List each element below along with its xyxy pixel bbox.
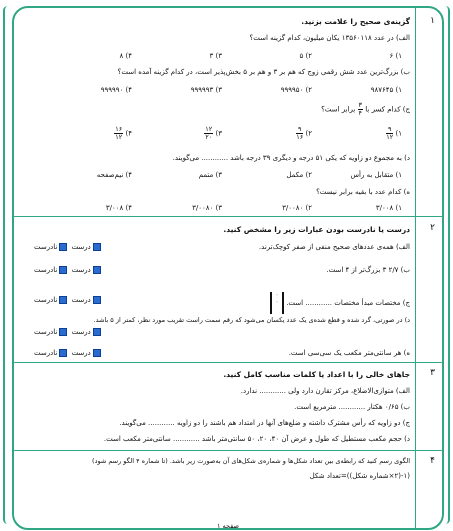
q1-c-fraction: $\frac{۳}{۴}$ [358,101,363,117]
q1-e-option-3[interactable]: ۳) ۳/۰۰۸۰ [192,204,222,212]
q1-c-option-3[interactable]: ۳) $\frac{۱۲}{۲۰}$ [205,125,222,141]
false-checkbox-c[interactable] [59,296,67,304]
q1-d-option-1[interactable]: ۱) متقابل به رأس [350,171,402,179]
question-number-1: ۱ [430,16,435,26]
q4-formula: (۱-(۲×شماره شکل))=تعداد شکل [309,472,410,480]
q1-e-option-1[interactable]: ۱) ۳/۰۰۸ [375,204,402,212]
divider [14,362,442,363]
q1-b-option-1[interactable]: ۱) ۹۸۷۶۴۵ [370,86,402,94]
false-checkbox-b[interactable] [59,266,67,274]
q1-d-option-2[interactable]: ۲) مکمل [286,171,312,179]
true-checkbox-c[interactable] [93,296,101,304]
q3-item-d: د) حجم مکعب مستطیل که طول و عرض آن ۴۰، ۲۰، ۵۰ سانتی‌متر باشد ............ سانتی‌متر مکعب است. [103,435,410,443]
question-number-4: ۴ [430,456,435,466]
q4-text: الگوی رسم کنید که رابطه‌ی بین تعداد شکل‌ها و شماره‌ی شکل‌های آن به‌صورت زیر باشد. (تا شماره ۴ الگو رسم شود) [92,457,410,465]
false-checkbox-d[interactable] [59,328,67,336]
q1-a-option-2[interactable]: ۲) ۵ [299,52,312,60]
false-checkbox-e[interactable] [59,349,67,357]
q2-b-choice: درست نادرست [34,266,103,274]
question-number-2: ۲ [430,223,435,233]
q2-item-a: الف) همه‌ی عددهای صحیح منفی از صفر کوچک‌ترند. [258,243,410,251]
q1-b-option-3[interactable]: ۳) ۹۹۹۹۹۳ [190,86,222,94]
q1-b-option-4[interactable]: ۴) ۹۹۹۹۹۰ [100,86,132,94]
q1-e-option-2[interactable]: ۲) ۳/۰۰۸۰ [282,204,312,212]
q1-e-question: ه) کدام عدد با بقیه برابر نیست؟ [316,188,410,196]
q1-a-question: الف) در عدد ۱۳۵۶۰۱۱۸ یکان میلیون، کدام گزینه است؟ [249,34,410,42]
true-checkbox-e[interactable] [93,349,101,357]
coordinate-matrix: ۰ ۰ [270,292,284,314]
q1-e-option-4[interactable]: ۴) ۳/۰۰۸ [105,204,132,212]
q2-a-choice: درست نادرست [34,243,103,251]
q2-item-b: ب) ۲/۷ ۳ بزرگ‌تر از ۴ است. [326,266,410,274]
q1-a-option-3[interactable]: ۳) ۳ [209,52,222,60]
exam-sheet [12,6,444,530]
true-checkbox-d[interactable] [93,328,101,336]
q1-d-option-4[interactable]: ۴) نیم‌صفحه [96,171,132,179]
q2-d-choice: درست نادرست [34,328,103,336]
q1-c-option-4[interactable]: ۴) $\frac{۱۶}{۱۲}$ [115,125,132,141]
left-border-decoration [3,6,12,524]
q1-b-question: ب) بزرگ‌ترین عدد شش رقمی زوج که هم بر ۳ و هم بر ۵ بخش‌پذیر است، در کدام گزینه آمده است؟ [117,68,410,76]
true-checkbox-b[interactable] [93,266,101,274]
q1-a-option-4[interactable]: ۴) ۸ [119,52,132,60]
q1-c-question-post: برابر است؟ [321,105,356,114]
q1-d-question: د) به مجموع دو زاویه که یکی ۵۱ درجه و دیگری ۳۹ درجه باشد ............ می‌گویند. [172,154,410,162]
q2-item-d: د) در صورتی، گرد شده و قطع شده‌ی یک عدد یکسان می‌شود که رقم سمت راست تقریب مورد نظر، کمتر از ۵ باشد. [93,316,410,324]
divider [14,450,442,451]
q1-c-question [321,102,410,117]
q1-b-option-2[interactable]: ۲) ۹۹۹۹۵۰ [280,86,312,94]
q1-title: گزینه‌ی صحیح را علامت بزنید. [301,17,410,26]
q2-item-c: ج) مختصات مبدأ مختصات ............ است. ۰ ۰ [270,292,410,314]
question-number-3: ۳ [430,368,435,378]
true-checkbox-a[interactable] [93,243,101,251]
q1-d-option-3[interactable]: ۳) متمم [198,171,222,179]
q3-item-a: الف) متوازی‌الاضلاع، مرکز تقارن دارد ولی ............ ندارد. [240,387,410,395]
q1-a-option-1[interactable]: ۱) ۶ [389,52,402,60]
q3-item-b: ب) ۰/۶۵ هکتار ............ مترمربع است. [294,403,410,411]
q1-c-option-2[interactable]: ۲) $\frac{۹}{۱۶}$ [296,125,312,141]
q1-c-question-pre: ج) کدام کسر با [365,105,410,114]
q2-title: درست یا نادرست بودن عبارات زیر را مشخص کنید. [223,225,410,234]
q1-c-option-1[interactable]: ۱) $\frac{۹}{۱۲}$ [386,125,402,141]
page-footer: صفحه ۱ [216,522,240,530]
q2-c-choice: درست نادرست [34,296,103,304]
q3-item-c: ج) دو زاویه که رأس مشترک داشته و ضلع‌های آنها در امتداد هم باشند را دو زاویه ............ می‌گویند. [119,419,410,427]
q2-item-e: ه) هر سانتی‌متر مکعب یک سی‌سی است. [288,349,410,357]
divider [14,216,442,217]
false-checkbox-a[interactable] [59,243,67,251]
q3-title: جاهای خالی را با اعداد یا کلمات مناسب کامل کنید. [223,370,410,379]
q2-e-choice: درست نادرست [34,349,103,357]
